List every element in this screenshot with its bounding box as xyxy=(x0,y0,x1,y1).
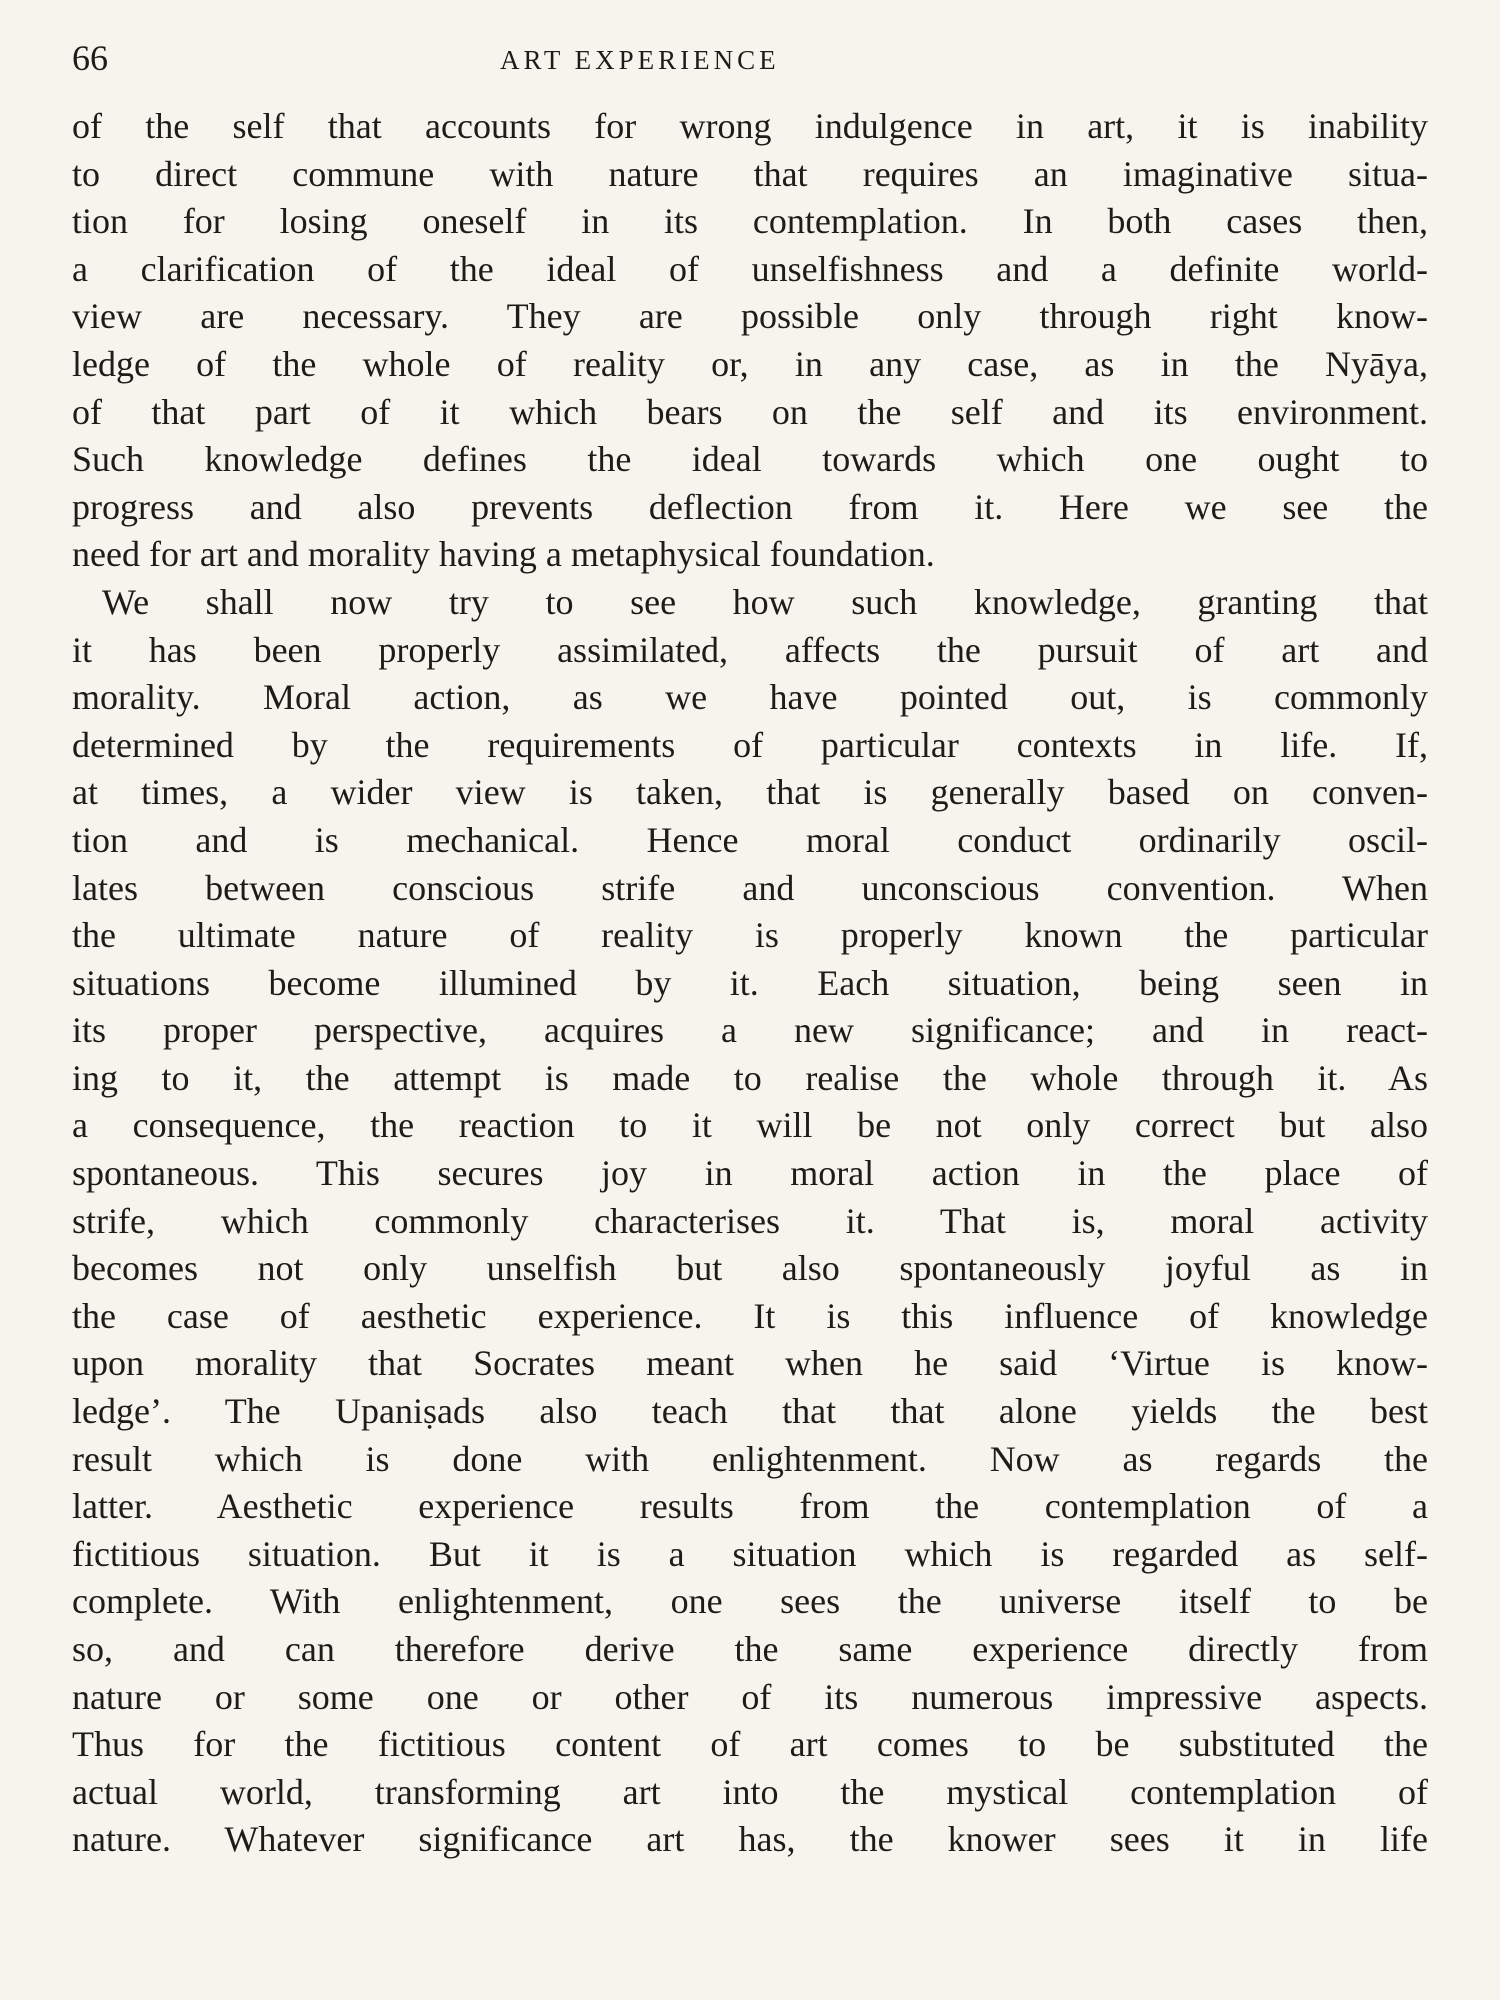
text-line: of the self that accounts for wrong indulgence in art, it is inability xyxy=(72,106,1428,146)
text-line: result which is done with enlightenment. Now as regards the xyxy=(72,1438,1428,1479)
text-line: strife, which commonly characterises it. That is, moral activity xyxy=(72,1200,1428,1241)
text-line: ledge of the whole of reality or, in any case, as in the Nyāya, xyxy=(72,343,1428,384)
text-line: at times, a wider view is taken, that is generally based on conven- xyxy=(72,772,1428,813)
text-line: tion for losing oneself in its contemplation. In both cases then, xyxy=(72,201,1428,242)
text-line: fictitious situation. But it is a situation which is regarded as self- xyxy=(72,1533,1428,1574)
text-line: complete. With enlightenment, one sees the universe itself to be xyxy=(72,1581,1428,1622)
text-line: its proper perspective, acquires a new significance; and in react- xyxy=(72,1010,1428,1051)
text-line: the ultimate nature of reality is properly known the particular xyxy=(72,915,1428,956)
text-line: it has been properly assimilated, affects the pursuit of art and xyxy=(72,629,1428,670)
text-line: view are necessary. They are possible only through right know- xyxy=(72,296,1428,337)
text-line: Thus for the fictitious content of art comes to be substituted the xyxy=(72,1724,1428,1765)
page-header xyxy=(72,38,1428,88)
paragraph-end-line: need for art and morality having a metaphysical foundation. xyxy=(72,534,935,575)
text-line: morality. Moral action, as we have pointed out, is commonly xyxy=(72,677,1428,718)
text-line: of that part of it which bears on the self and its environment. xyxy=(72,391,1428,432)
text-line: ing to it, the attempt is made to realise the whole through it. As xyxy=(72,1057,1428,1098)
text-line: latter. Aesthetic experience results from the contemplation of a xyxy=(72,1486,1428,1527)
page-number: 66 xyxy=(72,38,108,78)
text-line: progress and also prevents deflection from it. Here we see the xyxy=(72,486,1428,527)
paragraph-start-line: We shall now try to see how such knowledge, granting that xyxy=(102,581,1428,622)
text-line: upon morality that Socrates meant when he said ‘Virtue is know- xyxy=(72,1343,1428,1384)
text-line: actual world, transforming art into the mystical contemplation of xyxy=(72,1771,1428,1812)
text-line: ledge’. The Upaniṣads also teach that that alone yields the best xyxy=(72,1391,1428,1432)
text-line: becomes not only unselfish but also spontaneously joyful as in xyxy=(72,1248,1428,1289)
text-line: Such knowledge defines the ideal towards which one ought to xyxy=(72,439,1428,480)
text-line: nature or some one or other of its numerous impressive aspects. xyxy=(72,1676,1428,1717)
text-line: lates between conscious strife and unconscious convention. When xyxy=(72,867,1428,908)
text-line: a clarification of the ideal of unselfishness and a definite world- xyxy=(72,248,1428,289)
body-text xyxy=(72,103,1428,1864)
text-line: the case of aesthetic experience. It is this influence of knowledge xyxy=(72,1295,1428,1336)
running-head: ART EXPERIENCE xyxy=(500,45,780,75)
text-line: tion and is mechanical. Hence moral conduct ordinarily oscil- xyxy=(72,819,1428,860)
text-line: a consequence, the reaction to it will be not only correct but also xyxy=(72,1105,1428,1146)
text-line: so, and can therefore derive the same experience directly from xyxy=(72,1629,1428,1669)
text-line: situations become illumined by it. Each situation, being seen in xyxy=(72,962,1428,1003)
text-line: spontaneous. This secures joy in moral action in the place of xyxy=(72,1153,1428,1194)
text-line: to direct commune with nature that requires an imaginative situa- xyxy=(72,153,1428,194)
text-line: determined by the requirements of particular contexts in life. If, xyxy=(72,724,1428,765)
text-line: nature. Whatever significance art has, the knower sees it in life xyxy=(72,1819,1428,1860)
